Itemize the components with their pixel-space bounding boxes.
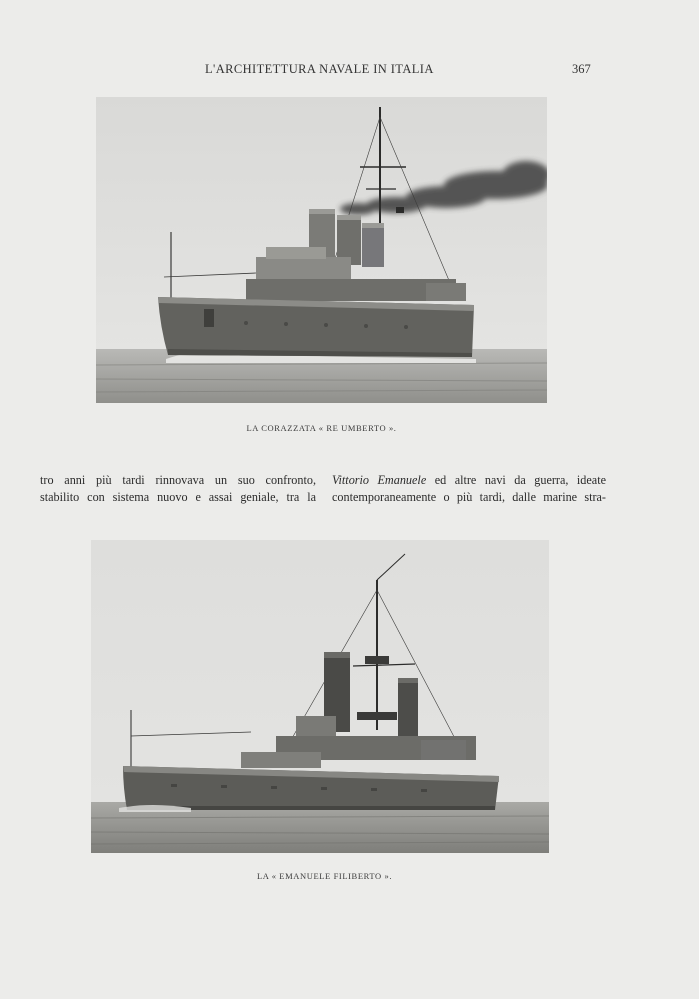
page-number: 367 (572, 62, 591, 76)
figure-caption-bottom: LA « EMANUELE FILIBERTO ». (256, 871, 393, 881)
photo-re-umberto (96, 97, 547, 403)
photo-emanuele-filiberto (91, 540, 549, 853)
body-column-right (332, 472, 606, 506)
running-title: L'ARCHITETTURA NAVALE IN ITALIA (205, 62, 434, 76)
body-line: contemporaneamente o più tardi, dalle marine stra- (332, 490, 606, 504)
body-line-with-ship-name (332, 472, 606, 489)
figure-caption-top: LA CORAZZATA « RE UMBERTO ». (246, 423, 397, 433)
battleship-photo-image (96, 97, 547, 403)
body-line: tro anni più tardi rinnovava un suo confronto, (40, 473, 316, 487)
body-column-left (40, 472, 316, 506)
body-line: stabilito con sistema nuovo e assai geniale, tra la (40, 490, 316, 504)
battleship-photo-image (91, 540, 549, 853)
body-text: ed altre navi da guerra, ideate (426, 473, 607, 487)
running-head (0, 62, 699, 78)
ship-name: Vittorio Emanuele (332, 473, 427, 487)
